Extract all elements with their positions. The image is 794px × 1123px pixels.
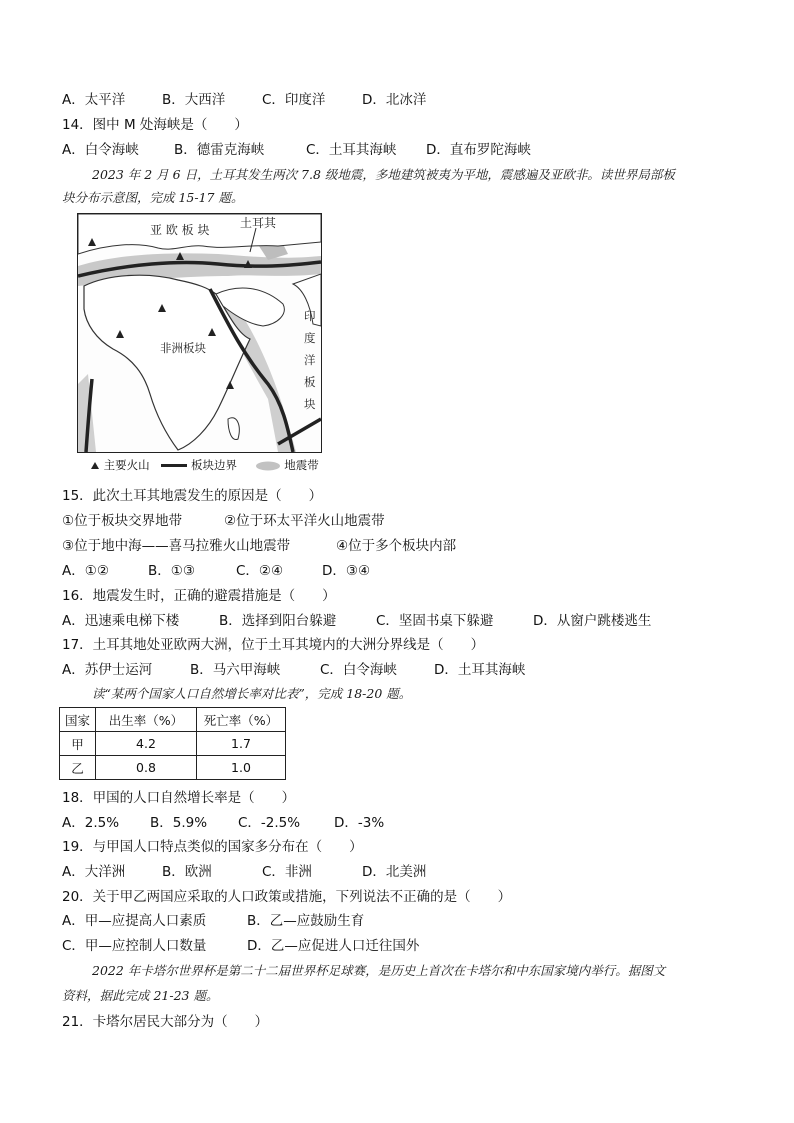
q20-stem: 20．关于甲乙两国应采取的人口政策或措施，下列说法不正确的是（ ）: [62, 889, 512, 905]
q14-option-b: B．德雷克海峡: [174, 142, 265, 158]
q19-option-d: D．北美洲: [362, 864, 427, 880]
q17-option-d: D．土耳其海峡: [434, 662, 526, 678]
q16-option-a: A．迅速乘电梯下楼: [62, 613, 180, 629]
q17-options: [62, 661, 525, 679]
q19-options: [62, 863, 426, 881]
q17-option-b: B．马六甲海峡: [190, 662, 281, 678]
population-table: [59, 707, 286, 780]
q15-item-1: ①位于板块交界地带: [62, 513, 183, 529]
q19-option-c: C．非洲: [262, 864, 312, 880]
table-cell: 0.8: [96, 756, 197, 780]
q13-option-d: D．北冰洋: [362, 92, 427, 108]
legend-volcano: 主要火山: [103, 458, 150, 472]
table-cell: 甲: [60, 732, 96, 756]
q18-option-b: B．5.9%: [150, 815, 208, 831]
q15-items-row1: [62, 512, 385, 530]
q15-item-2: ②位于环太平洋火山地震带: [224, 513, 385, 529]
table-row: [60, 756, 286, 780]
q13-option-b: B．大西洋: [162, 92, 226, 108]
table-header-row: [60, 708, 286, 732]
label-indian-plate-3: 洋: [304, 353, 316, 367]
q21-stem: 21．卡塔尔居民大部分为（ ）: [62, 1014, 269, 1030]
boundary-line-icon: [161, 461, 187, 470]
table-cell: 乙: [60, 756, 96, 780]
q17-option-c: C．白令海峡: [320, 662, 397, 678]
q14-option-d: D．直布罗陀海峡: [426, 142, 531, 158]
q13-option-c: C．印度洋: [262, 92, 326, 108]
q20-options-row2: [62, 937, 419, 955]
table-cell: 4.2: [96, 732, 197, 756]
q15-items-row2: [62, 537, 456, 555]
q18-option-d: D．-3%: [334, 815, 385, 831]
q16-option-c: C．坚固书桌下躲避: [376, 613, 494, 629]
q16-stem: 16．地震发生时，正确的避震措施是（ ）: [62, 588, 336, 604]
table-header-cell: 死亡率（%）: [197, 708, 286, 732]
q14-option-c: C．土耳其海峡: [306, 142, 397, 158]
label-indian-plate-5: 块: [304, 397, 316, 411]
intro-21-line2: 资料，据此完成 21-23 题。: [62, 988, 219, 1003]
intro-15-line2: 块分布示意图，完成 15-17 题。: [62, 190, 244, 205]
q18-stem: 18．甲国的人口自然增长率是（ ）: [62, 790, 296, 806]
q17-option-a: A．苏伊士运河: [62, 662, 153, 678]
q13-option-a: A．太平洋: [62, 92, 126, 108]
q20-options-row1: [62, 912, 364, 930]
intro-21-line1: 2022 年卡塔尔世界杯是第二十二届世界杯足球赛，是历史上首次在卡塔尔和中东国家境内举行。据图文: [92, 963, 666, 978]
q15-option-c: C．②④: [236, 563, 284, 579]
plate-map: [77, 213, 322, 453]
intro-18-line1: 读“某两个国家人口自然增长率对比表”，完成 18-20 题。: [92, 686, 412, 701]
label-indian-plate-4: 板: [304, 375, 316, 389]
legend-boundary: 板块边界: [190, 458, 237, 472]
label-indian-plate-1: 印: [304, 309, 316, 323]
q16-options: [62, 612, 651, 630]
q13-options: [62, 91, 426, 109]
quake-belt-icon: [255, 461, 281, 471]
volcano-icon: [90, 461, 100, 470]
q20-option-c: C．甲—应控制人口数量: [62, 938, 207, 954]
intro-15-line1: 2023 年 2 月 6 日，土耳其发生两次 7.8 级地震，多地建筑被夷为平地，震感遍及亚欧非。读世界局部板: [92, 167, 675, 182]
q15-item-4: ④位于多个板块内部: [336, 538, 457, 554]
q17-stem: 17．土耳其地处亚欧两大洲，位于土耳其境内的大洲分界线是（ ）: [62, 637, 485, 653]
map-legend: [90, 457, 323, 473]
table-row: [60, 732, 286, 756]
q15-option-d: D．③④: [322, 563, 371, 579]
q16-option-b: B．选择到阳台躲避: [219, 613, 337, 629]
q15-item-3: ③位于地中海——喜马拉雅火山地震带: [62, 538, 291, 554]
q15-option-b: B．①③: [148, 563, 195, 579]
q20-option-a: A．甲—应提高人口素质: [62, 913, 207, 929]
q14-options: [62, 141, 531, 159]
table-header-cell: 国家: [60, 708, 96, 732]
label-african-plate: 非洲板块: [160, 341, 206, 355]
table-cell: 1.7: [197, 732, 286, 756]
table-cell: 1.0: [197, 756, 286, 780]
q15-option-a: A．①②: [62, 563, 109, 579]
madagascar-outline: [228, 418, 239, 440]
q20-option-b: B．乙—应鼓励生育: [247, 913, 365, 929]
q20-option-d: D．乙—应促进人口迁往国外: [247, 938, 420, 954]
q15-stem: 15．此次土耳其地震发生的原因是（ ）: [62, 488, 323, 504]
q18-option-c: C．-2.5%: [238, 815, 301, 831]
legend-quake: 地震带: [284, 458, 319, 472]
label-eurasia-plate: 亚 欧 板 块: [150, 223, 210, 237]
q18-option-a: A．2.5%: [62, 815, 120, 831]
q19-option-b: B．欧洲: [162, 864, 212, 880]
q18-options: [62, 814, 384, 832]
q14-option-a: A．白令海峡: [62, 142, 139, 158]
q15-options: [62, 562, 370, 580]
table-header-cell: 出生率（%）: [96, 708, 197, 732]
plate-map-graphic: [78, 214, 321, 452]
q19-stem: 19．与甲国人口特点类似的国家多分布在（ ）: [62, 839, 363, 855]
label-indian-plate-2: 度: [304, 331, 316, 345]
label-turkey: 土耳其: [240, 216, 277, 230]
q14-stem: 14．图中 M 处海峡是（ ）: [62, 117, 248, 133]
q19-option-a: A．大洋洲: [62, 864, 126, 880]
q16-option-d: D．从窗户跳楼逃生: [533, 613, 652, 629]
